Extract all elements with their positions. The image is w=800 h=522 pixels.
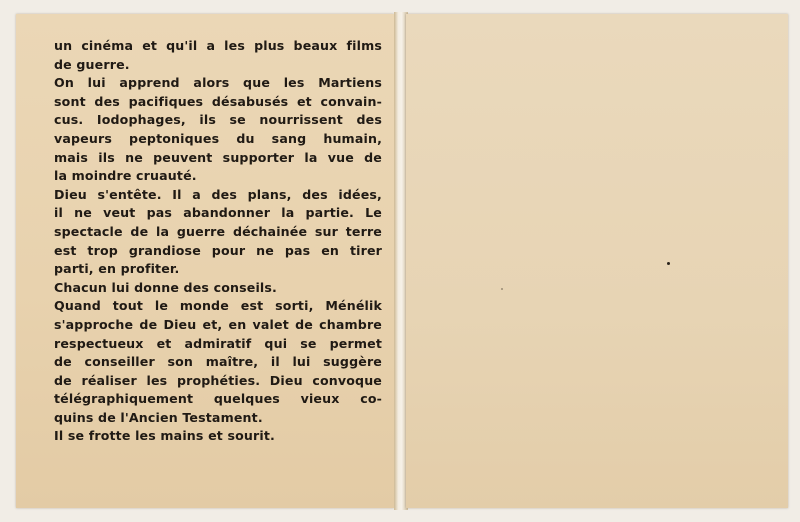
text-line: mais ils ne peuvent supporter la vue de [54,149,382,165]
text-line: la moindre cruauté. [54,168,197,184]
right-page-blank [406,14,788,508]
text-line: sont des pacifiques désabusés et convain- [54,93,382,109]
left-page-text [54,37,382,446]
paper-speck [667,262,670,265]
text-line: vapeurs peptoniques du sang humain, [54,130,382,146]
text-line: est trop grandiose pour ne pas en tirer [54,242,382,258]
text-line: spectacle de la guerre déchainée sur terre [54,223,382,239]
text-line: Quand tout le monde est sorti, Ménélik [54,298,382,314]
text-line: cus. Iodophages, ils se nourrissent des [54,112,382,128]
text-line: Dieu s'entête. Il a des plans, des idées, [54,186,382,202]
text-line: il ne veut pas abandonner la partie. Le [54,205,382,221]
text-line: Chacun lui donne des conseils. [54,279,277,295]
left-page [16,14,394,508]
text-line: de conseiller son maître, il lui suggère [54,354,382,370]
text-line: On lui apprend alors que les Martiens [54,75,382,91]
text-line: télégraphiquement quelques vieux co- [54,391,382,407]
paper-speck [501,288,503,290]
text-line: de réaliser les prophéties. Dieu convoque [54,372,382,388]
text-line: un cinéma et qu'il a les plus beaux films [54,38,382,53]
text-line: parti, en profiter. [54,261,180,277]
text-line: de guerre. [54,56,130,72]
text-line: quins de l'Ancien Testament. [54,409,263,425]
text-line: s'approche de Dieu et, en valet de chambre [54,316,382,332]
text-line: respectueux et admiratif qui se permet [54,335,382,351]
text-line: Il se frotte les mains et sourit. [54,428,275,444]
